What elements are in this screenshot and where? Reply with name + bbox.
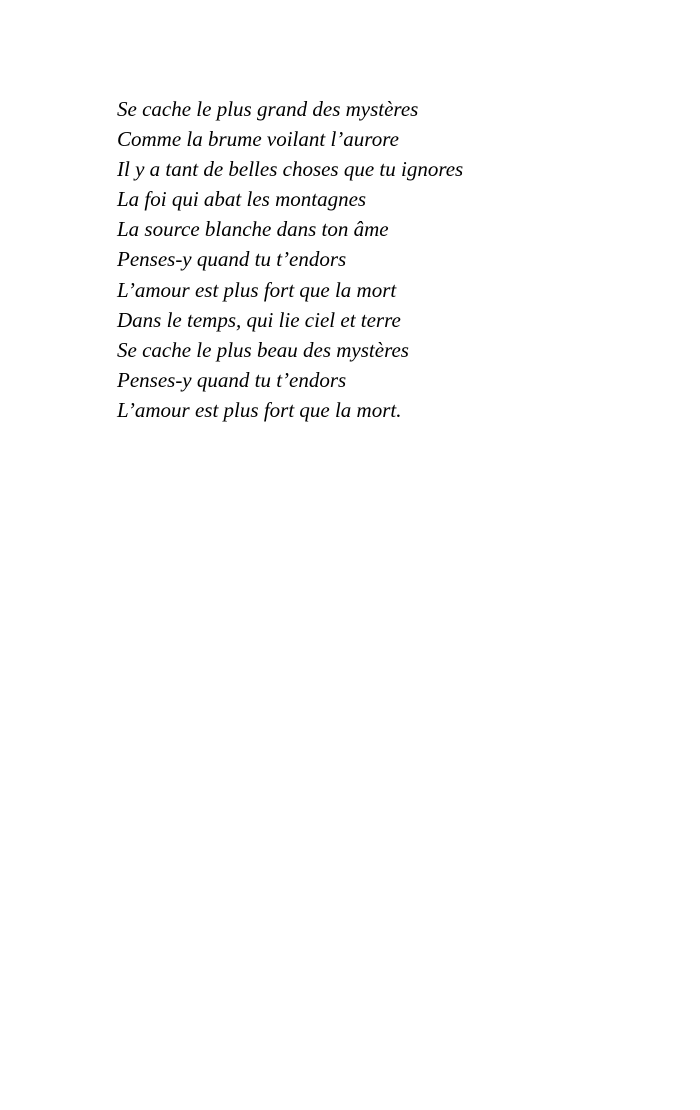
poem-line: Penses-y quand tu t’endors (117, 247, 347, 272)
poem-line: La source blanche dans ton âme (117, 217, 389, 242)
poem-line: Il y a tant de belles choses que tu ignores (117, 157, 464, 182)
poem-line: La foi qui abat les montagnes (117, 187, 367, 212)
poem-line: Se cache le plus beau des mystères (117, 337, 409, 362)
poem-line: Comme la brume voilant l’aurore (117, 127, 399, 152)
poem-line: Se cache le plus grand des mystères (117, 97, 419, 121)
poem-line: L’amour est plus fort que la mort (117, 277, 397, 302)
poem-line: L’amour est plus fort que la mort. (117, 397, 402, 422)
poem-line: Penses-y quand tu t’endors (117, 367, 347, 392)
poem-line: Dans le temps, qui lie ciel et terre (117, 307, 401, 332)
poem-text (117, 94, 463, 425)
